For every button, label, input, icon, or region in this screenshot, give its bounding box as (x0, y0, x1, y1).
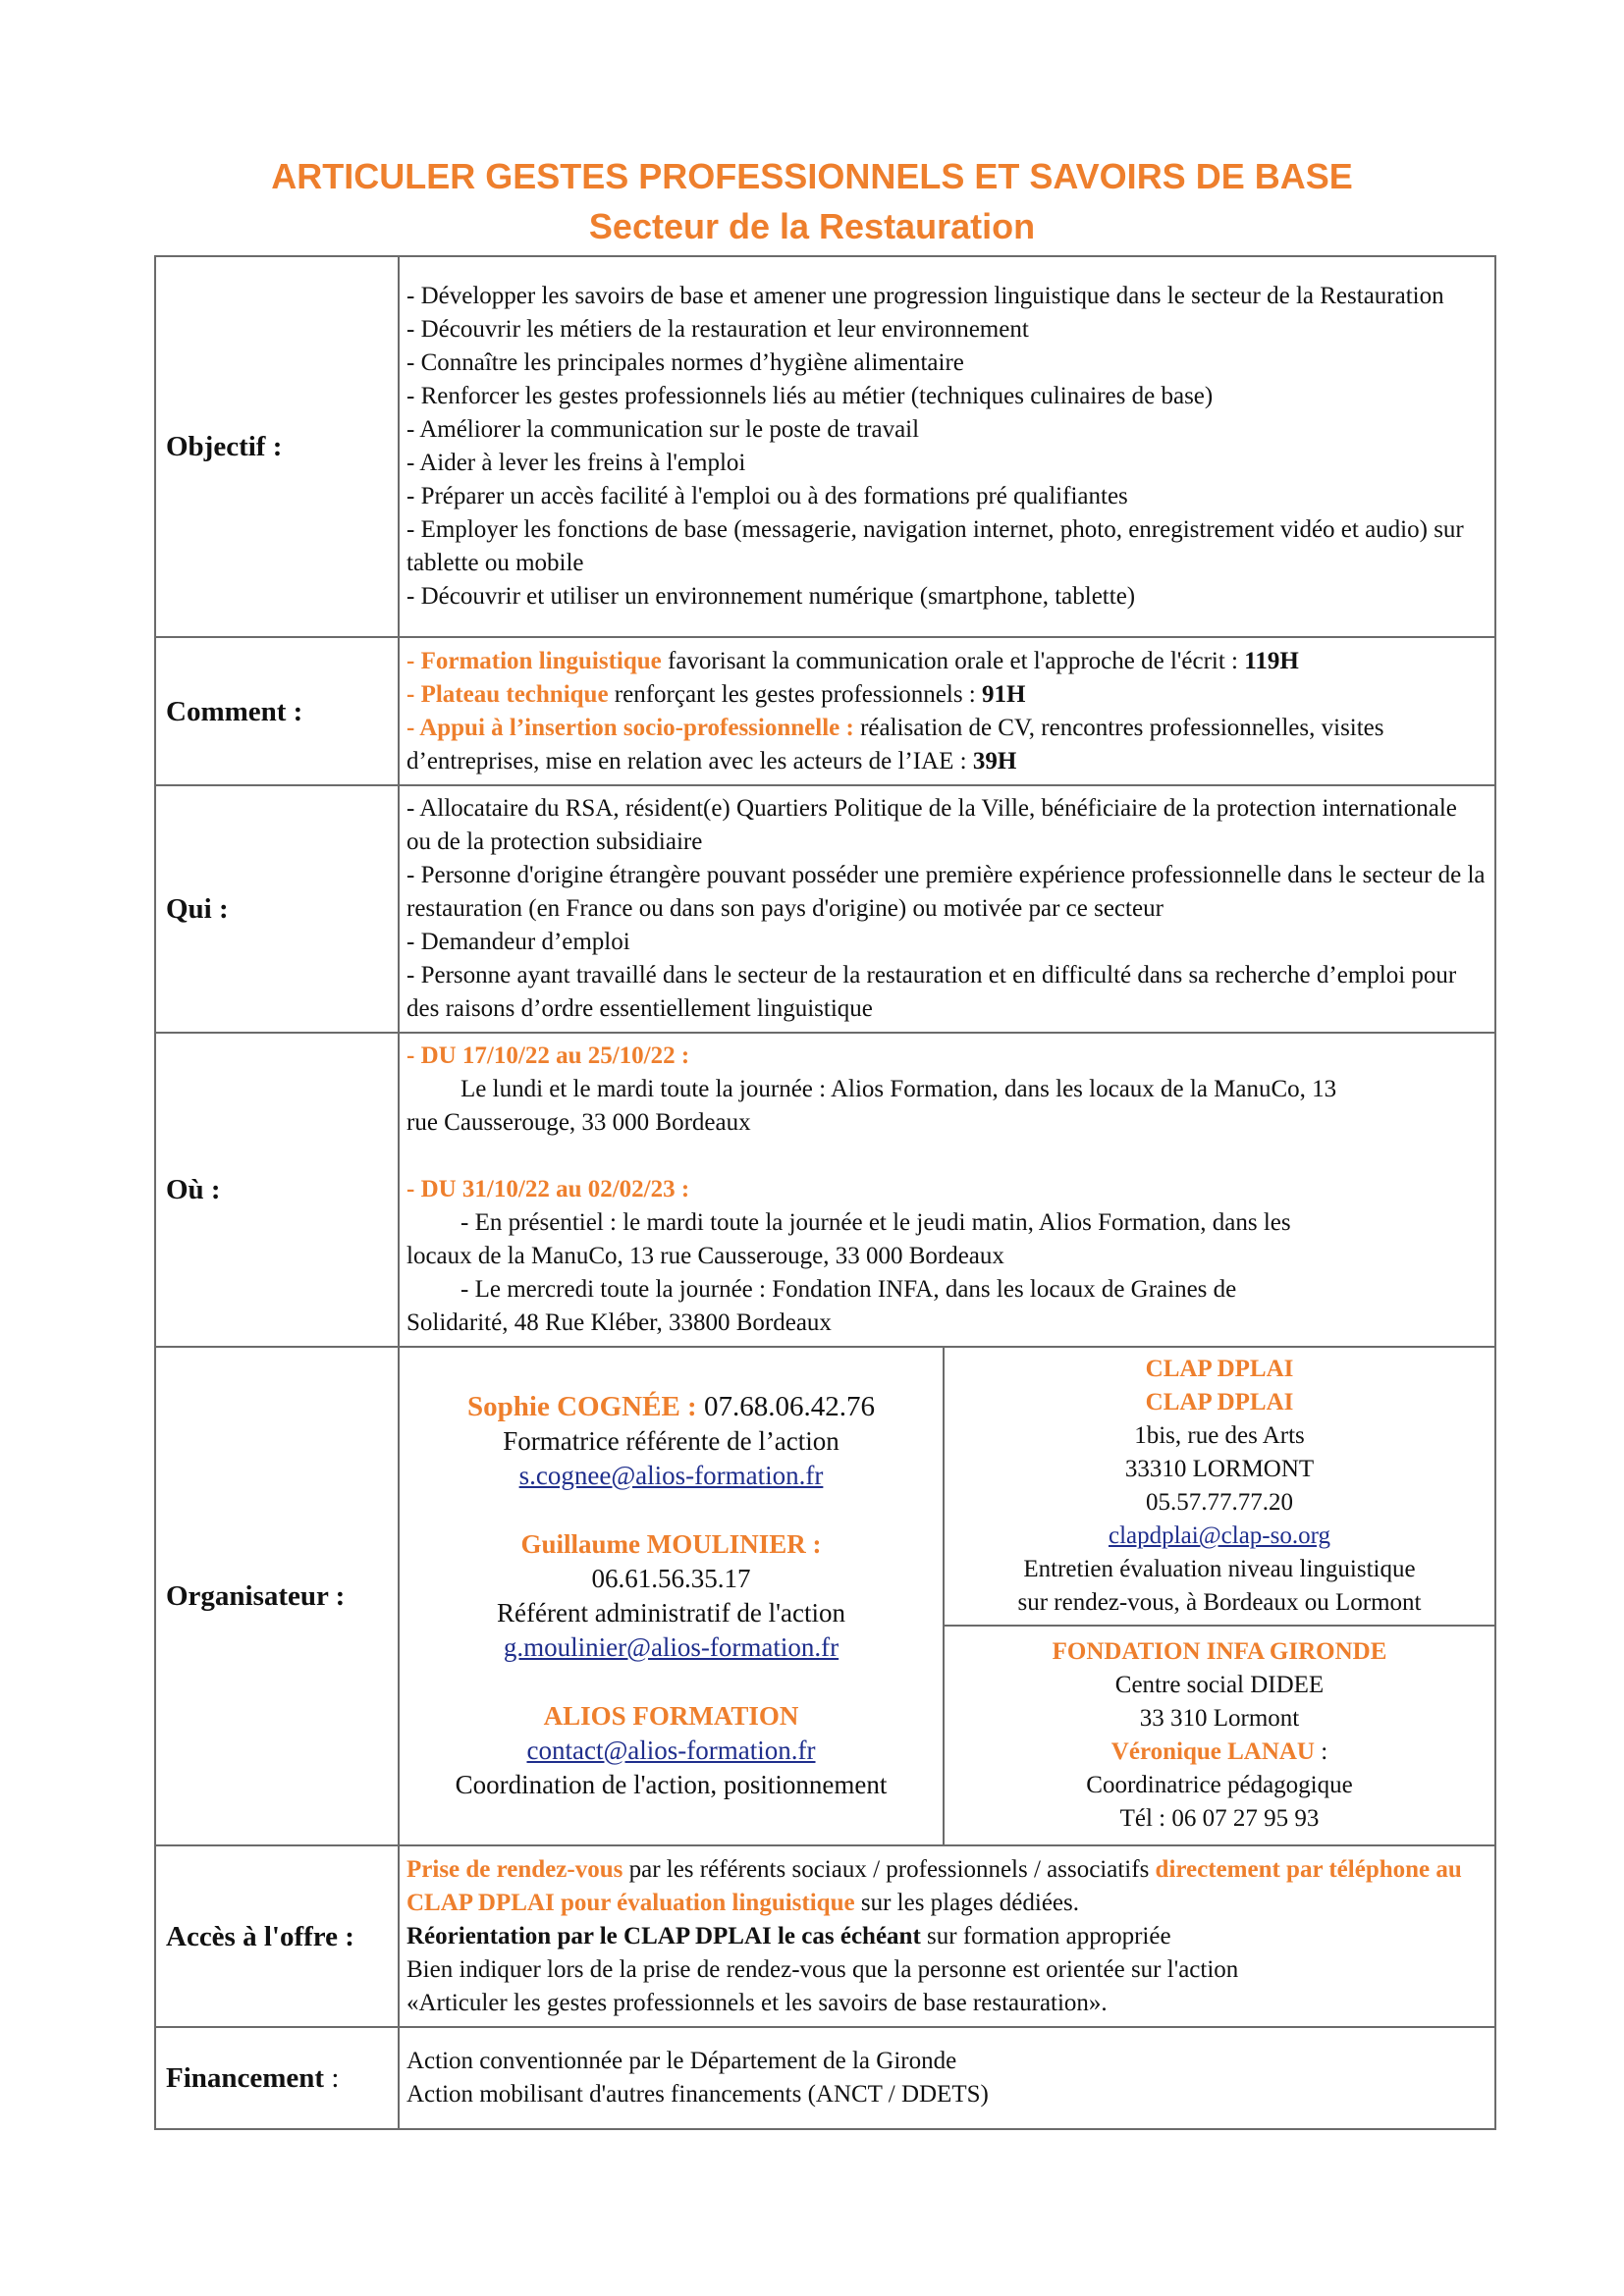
acces-line: Bien indiquer lors de la prise de rendez-vous que la personne est orientée sur l'action (406, 1955, 1239, 1983)
email-link[interactable]: contact@alios-formation.fr (526, 1735, 816, 1765)
comment-item (406, 645, 1487, 678)
financement-label: Financement (166, 2062, 325, 2094)
contact-phone: 06.61.56.35.17 (591, 1564, 751, 1593)
objectif-item: - Aider à lever les freins à l'emploi (406, 450, 746, 476)
clap-address: 33310 LORMONT (1124, 1456, 1315, 1482)
financement-line: Action conventionnée par le Département de la Gironde (406, 2048, 957, 2074)
acces-highlight: Prise de rendez-vous (406, 1855, 623, 1883)
ou-period-2: - DU 31/10/22 au 02/02/23 : (406, 1176, 690, 1202)
acces-line (406, 1856, 1462, 1916)
financement-label-colon: : (324, 2062, 340, 2094)
email-link[interactable]: g.moulinier@alios-formation.fr (503, 1632, 839, 1662)
objectif-item: - Renforcer les gestes professionnels liés au métier (techniques culinaires de base) (406, 383, 1214, 409)
financement-content (399, 2027, 1495, 2129)
contact-role: Référent administratif de l'action (497, 1598, 845, 1628)
objectif-item: - Découvrir les métiers de la restauration et leur environnement (406, 316, 1029, 343)
ou-period-2-detail: Solidarité, 48 Rue Kléber, 33800 Bordeaux (406, 1309, 832, 1336)
comment-highlight: - Plateau technique (406, 680, 609, 708)
document-title: ARTICULER GESTES PROFESSIONNELS ET SAVOIRS DE BASE (271, 156, 1353, 196)
clap-address: 1bis, rue des Arts (1134, 1422, 1305, 1449)
comment-text: réalisation de CV, rencontres professionnelles, visites d’entreprises, mise en relation avec les acteurs de l’IAE : (406, 714, 1384, 774)
row-comment (155, 637, 1495, 785)
email-link[interactable]: s.cognee@alios-formation.fr (518, 1461, 824, 1490)
ou-period-1-detail: rue Causserouge, 33 000 Bordeaux (406, 1109, 751, 1136)
acces-text: sur les plages dédiées. (854, 1889, 1079, 1916)
info-table (154, 255, 1496, 2130)
objectif-item: - Développer les savoirs de base et amener une progression linguistique dans le secteur de la Restauration (406, 283, 1444, 309)
qui-item: - Personne ayant travaillé dans le secteur de la restauration et en difficulté dans sa recherche d’emploi pour des raisons d’ordre essentiellement linguistique (406, 962, 1457, 1022)
objectif-item: - Découvrir et utiliser un environnement numérique (smartphone, tablette) (406, 583, 1136, 610)
infa-contact-sep: : (1315, 1738, 1328, 1765)
infa-contact-name: Véronique LANAU (1110, 1738, 1315, 1765)
clap-note: Entretien évaluation niveau linguistique (1023, 1556, 1416, 1582)
financement-line: Action mobilisant d'autres financements (ANCT / DDETS) (406, 2081, 989, 2108)
acces-highlight: directement par téléphone au CLAP DPLAI pour évaluation linguistique (406, 1855, 1462, 1916)
comment-highlight: - Appui à l’insertion socio-professionnelle : (406, 714, 854, 741)
infa-title: FONDATION INFA GIRONDE (1052, 1638, 1387, 1665)
contact-cognee (467, 1390, 875, 1424)
contact-name: Sophie COGNÉE : (467, 1391, 697, 1422)
comment-item (406, 712, 1487, 778)
clap-note: sur rendez-vous, à Bordeaux ou Lormont (1017, 1589, 1422, 1616)
contact-name: Guillaume MOULINIER : (520, 1529, 822, 1559)
infa-contact (1111, 1735, 1327, 1769)
label-objectif: Objectif : (155, 256, 399, 637)
ou-period-1: - DU 17/10/22 au 25/10/22 : (406, 1042, 690, 1069)
label-organisateur: Organisateur : (155, 1347, 399, 1845)
infa-phone: Tél : 06 07 27 95 93 (1119, 1805, 1320, 1832)
row-ou (155, 1033, 1495, 1347)
objectif-item: - Préparer un accès facilité à l'emploi ou à des formations pré qualifiantes (406, 483, 1128, 509)
label-comment: Comment : (155, 637, 399, 785)
qui-item: - Personne d'origine étrangère pouvant posséder une première expérience professionnelle dans le secteur de la restauration (en France ou dans son pays d'origine) ou motivée par ce secteur (406, 862, 1486, 922)
acces-bold: Réorientation par le CLAP DPLAI le cas échéant (406, 1922, 921, 1949)
infa-address: Centre social DIDEE (1114, 1672, 1325, 1698)
comment-hours: 39H (972, 747, 1017, 774)
label-acces: Accès à l'offre : (155, 1845, 399, 2027)
clap-phone: 05.57.77.77.20 (1146, 1489, 1293, 1516)
ou-period-2-detail: - Le mercredi toute la journée : Fondation INFA, dans les locaux de Graines de (460, 1276, 1237, 1303)
acces-line: «Articuler les gestes professionnels et les savoirs de base restauration». (406, 1989, 1108, 2016)
objectif-item: - Améliorer la communication sur le poste de travail (406, 416, 920, 443)
qui-content (399, 785, 1495, 1033)
acces-line (406, 1920, 1487, 1953)
email-link[interactable]: clapdplai@clap-so.org (1109, 1522, 1330, 1549)
acces-text: par les référents sociaux / professionnels / associatifs (623, 1855, 1156, 1883)
acces-content (399, 1845, 1495, 2027)
objectif-content (399, 256, 1495, 637)
row-acces (155, 1845, 1495, 2027)
ou-period-2-detail: locaux de la ManuCo, 13 rue Causserouge, 33 000 Bordeaux (406, 1243, 1004, 1269)
comment-text: renforçant les gestes professionnels : (608, 680, 982, 708)
organisateur-content (399, 1347, 1495, 1845)
comment-text: favorisant la communication orale et l'approche de l'écrit : (661, 647, 1245, 674)
ou-period-2-detail: - En présentiel : le mardi toute la journée et le jeudi matin, Alios Formation, dans les (460, 1209, 1291, 1236)
row-financement (155, 2027, 1495, 2129)
infa-address: 33 310 Lormont (1139, 1705, 1300, 1732)
row-qui (155, 785, 1495, 1033)
organisateur-contacts (400, 1348, 945, 1844)
label-financement (155, 2027, 399, 2129)
comment-item (406, 678, 1487, 712)
objectif-item: - Connaître les principales normes d’hygiène alimentaire (406, 349, 964, 376)
qui-item: - Demandeur d’emploi (406, 929, 630, 955)
document-subtitle: Secteur de la Restauration (588, 206, 1036, 246)
label-qui: Qui : (155, 785, 399, 1033)
row-objectif (155, 256, 1495, 637)
comment-content (399, 637, 1495, 785)
row-organisateur (155, 1347, 1495, 1845)
clap-title: CLAP DPLAI (1145, 1356, 1294, 1382)
org-name: ALIOS FORMATION (543, 1701, 799, 1731)
acces-text: sur formation appropriée (920, 1922, 1171, 1949)
label-ou: Où : (155, 1033, 399, 1347)
objectif-item: - Employer les fonctions de base (messagerie, navigation internet, photo, enregistrement vidéo et audio) sur tablette ou mobile (406, 516, 1464, 576)
contact-phone: 07.68.06.42.76 (696, 1391, 875, 1422)
ou-period-1-detail: Le lundi et le mardi toute la journée : Alios Formation, dans les locaux de la ManuCo, 13 (460, 1076, 1337, 1102)
comment-hours: 119H (1244, 647, 1299, 674)
qui-item: - Allocataire du RSA, résident(e) Quartiers Politique de la Ville, bénéficiaire de la protection internationale ou de la protection subsidiaire (406, 795, 1457, 855)
infa-contact-role: Coordinatrice pédagogique (1086, 1772, 1353, 1798)
clap-block (945, 1348, 1494, 1627)
infa-block (945, 1627, 1494, 1844)
comment-highlight: - Formation linguistique (406, 647, 662, 674)
contact-role: Formatrice référente de l’action (503, 1426, 839, 1456)
org-role: Coordination de l'action, positionnement (455, 1770, 888, 1799)
ou-content (399, 1033, 1495, 1347)
comment-hours: 91H (982, 680, 1026, 708)
clap-title: CLAP DPLAI (1145, 1389, 1294, 1415)
